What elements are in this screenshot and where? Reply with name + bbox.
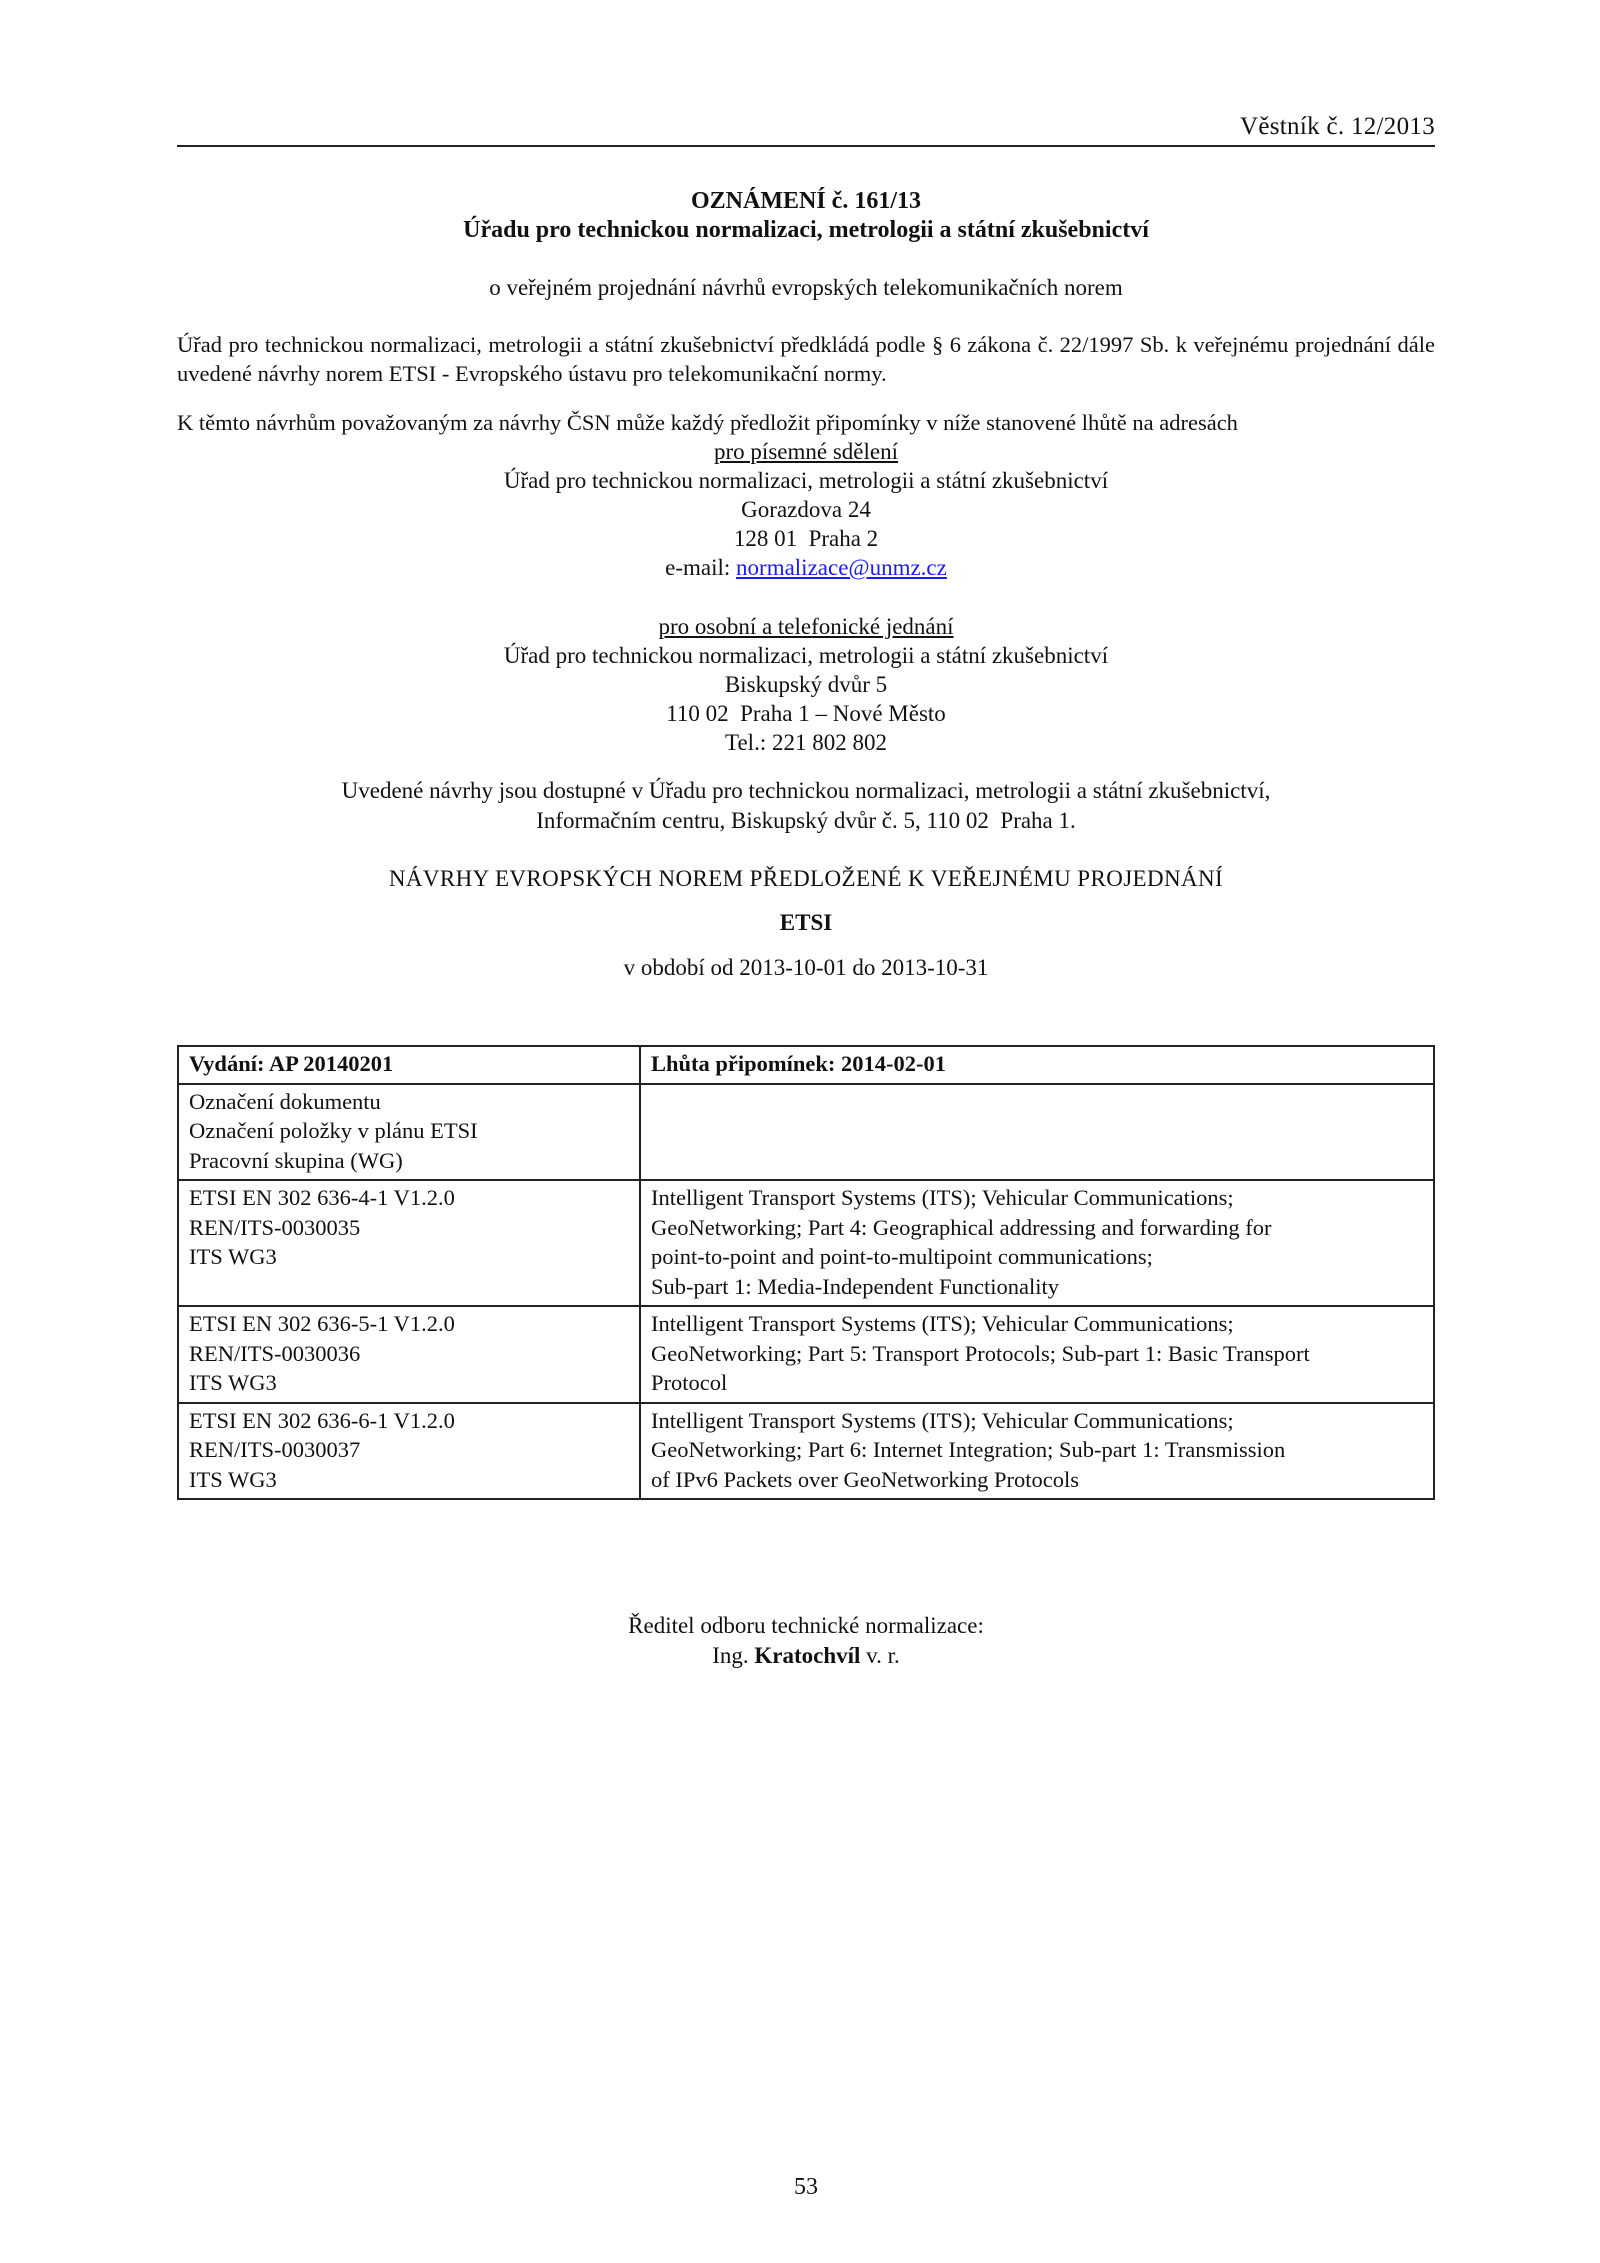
title-line: Sub-part 1: Media-Independent Functionality [651, 1273, 1060, 1299]
address-written-email-row [177, 553, 1435, 582]
table-cell-doc [178, 1306, 640, 1403]
signature-block [177, 1611, 1435, 1671]
working-group: ITS WG3 [189, 1244, 277, 1269]
signature-suffix: v. r. [860, 1643, 900, 1668]
page-number: 53 [794, 2174, 818, 2200]
signature-role: Ředitel odboru technické normalizace: [628, 1613, 984, 1638]
table-legend [178, 1084, 640, 1181]
availability-line1: Uvedené návrhy jsou dostupné v Úřadu pro technickou normalizaci, metrologii a státní zkušebnictví, [341, 778, 1271, 803]
signature-prefix: Ing. [712, 1643, 755, 1668]
availability-note [177, 776, 1435, 836]
notice-title: OZNÁMENÍ č. 161/13 [691, 188, 921, 214]
item-id: REN/ITS-0030037 [189, 1437, 361, 1462]
working-group: ITS WG3 [189, 1370, 277, 1395]
title-line: Intelligent Transport Systems (ITS); Vehicular Communications; [651, 1185, 1234, 1210]
title-line: of IPv6 Packets over GeoNetworking Protocols [651, 1466, 1080, 1492]
address-personal-line1: Úřad pro technickou normalizaci, metrologii a státní zkušebnictví [503, 643, 1109, 668]
address-personal-heading: pro osobní a telefonické jednání [658, 614, 954, 639]
legend-line: Označení položky v plánu ETSI [189, 1118, 478, 1143]
item-id: REN/ITS-0030036 [189, 1340, 361, 1366]
legend-line: Označení dokumentu [189, 1088, 381, 1114]
table-legend-empty [640, 1084, 1434, 1181]
signature-name-row [177, 1641, 1435, 1671]
table-header-deadline: Lhůta připomínek: 2014-02-01 [640, 1046, 1434, 1084]
table-cell-title [640, 1403, 1434, 1500]
standards-table [177, 1045, 1435, 1500]
address-written-line2: Gorazdova 24 [741, 497, 871, 522]
section-period: v období od 2013-10-01 do 2013-10-31 [623, 955, 989, 980]
table-cell-doc [178, 1180, 640, 1306]
doc-id: ETSI EN 302 636-5-1 V1.2.0 [189, 1311, 455, 1336]
item-id: REN/ITS-0030035 [189, 1214, 361, 1240]
address-personal-line2: Biskupský dvůr 5 [724, 672, 888, 697]
signature-name: Kratochvíl [754, 1643, 861, 1668]
title-line: GeoNetworking; Part 4: Geographical addressing and forwarding for [651, 1214, 1272, 1240]
header-rule [177, 145, 1435, 147]
title-line: point-to-point and point-to-multipoint communications; [651, 1244, 1153, 1269]
address-written-heading: pro písemné sdělení [714, 439, 898, 464]
address-personal [177, 612, 1435, 757]
address-personal-line3: 110 02 Praha 1 – Nové Město [666, 701, 946, 726]
table-cell-title [640, 1306, 1434, 1403]
title-line: GeoNetworking; Part 5: Transport Protocols; Sub-part 1: Basic Transport [651, 1340, 1310, 1366]
doc-id: ETSI EN 302 636-4-1 V1.2.0 [189, 1185, 455, 1210]
title-line: Intelligent Transport Systems (ITS); Vehicular Communications; [651, 1407, 1234, 1433]
title-line: GeoNetworking; Part 6: Internet Integration; Sub-part 1: Transmission [651, 1437, 1286, 1462]
section-org: ETSI [779, 910, 833, 935]
table-header-row [178, 1046, 1434, 1084]
address-written [177, 437, 1435, 582]
section-heading: NÁVRHY EVROPSKÝCH NOREM PŘEDLOŽENÉ K VEŘEJNÉMU PROJEDNÁNÍ [388, 866, 1224, 891]
table-row [178, 1306, 1434, 1403]
title-line: Protocol [651, 1370, 728, 1395]
email-label: e-mail: [665, 555, 737, 580]
availability-line2: Informačním centru, Biskupský dvůr č. 5, 110 02 Praha 1. [536, 808, 1076, 833]
intro-paragraph: Úřad pro technickou normalizaci, metrologii a státní zkušebnictví předkládá podle § 6 zákona č. 22/1997 Sb. k veřejnému projednání dále uvedené návrhy norem ETSI - Evropského ústavu pro telekomunikační normy. [177, 332, 1435, 386]
table-cell-doc [178, 1403, 640, 1500]
doc-id: ETSI EN 302 636-6-1 V1.2.0 [189, 1407, 455, 1433]
legend-line: Pracovní skupina (WG) [189, 1147, 403, 1173]
address-written-line1: Úřad pro technickou normalizaci, metrologii a státní zkušebnictví [503, 468, 1109, 493]
table-row [178, 1403, 1434, 1500]
table-legend-row [178, 1084, 1434, 1181]
title-line: Intelligent Transport Systems (ITS); Vehicular Communications; [651, 1311, 1234, 1336]
journal-header: Věstník č. 12/2013 [1240, 113, 1435, 140]
table-cell-title [640, 1180, 1434, 1306]
address-written-line3: 128 01 Praha 2 [733, 526, 879, 551]
address-personal-phone: Tel.: 221 802 802 [725, 730, 887, 755]
table-header-issue: Vydání: AP 20140201 [178, 1046, 640, 1084]
comments-paragraph: K těmto návrhům považovaným za návrhy ČSN může každý předložit připomínky v níže stanovené lhůtě na adresách [177, 410, 1238, 435]
table-row [178, 1180, 1434, 1306]
notice-subject: o veřejném projednání návrhů evropských telekomunikačních norem [489, 275, 1123, 300]
working-group: ITS WG3 [189, 1466, 277, 1492]
email-link[interactable]: normalizace@unmz.cz [736, 555, 947, 580]
notice-office: Úřadu pro technickou normalizaci, metrologii a státní zkušebnictví [463, 217, 1149, 243]
